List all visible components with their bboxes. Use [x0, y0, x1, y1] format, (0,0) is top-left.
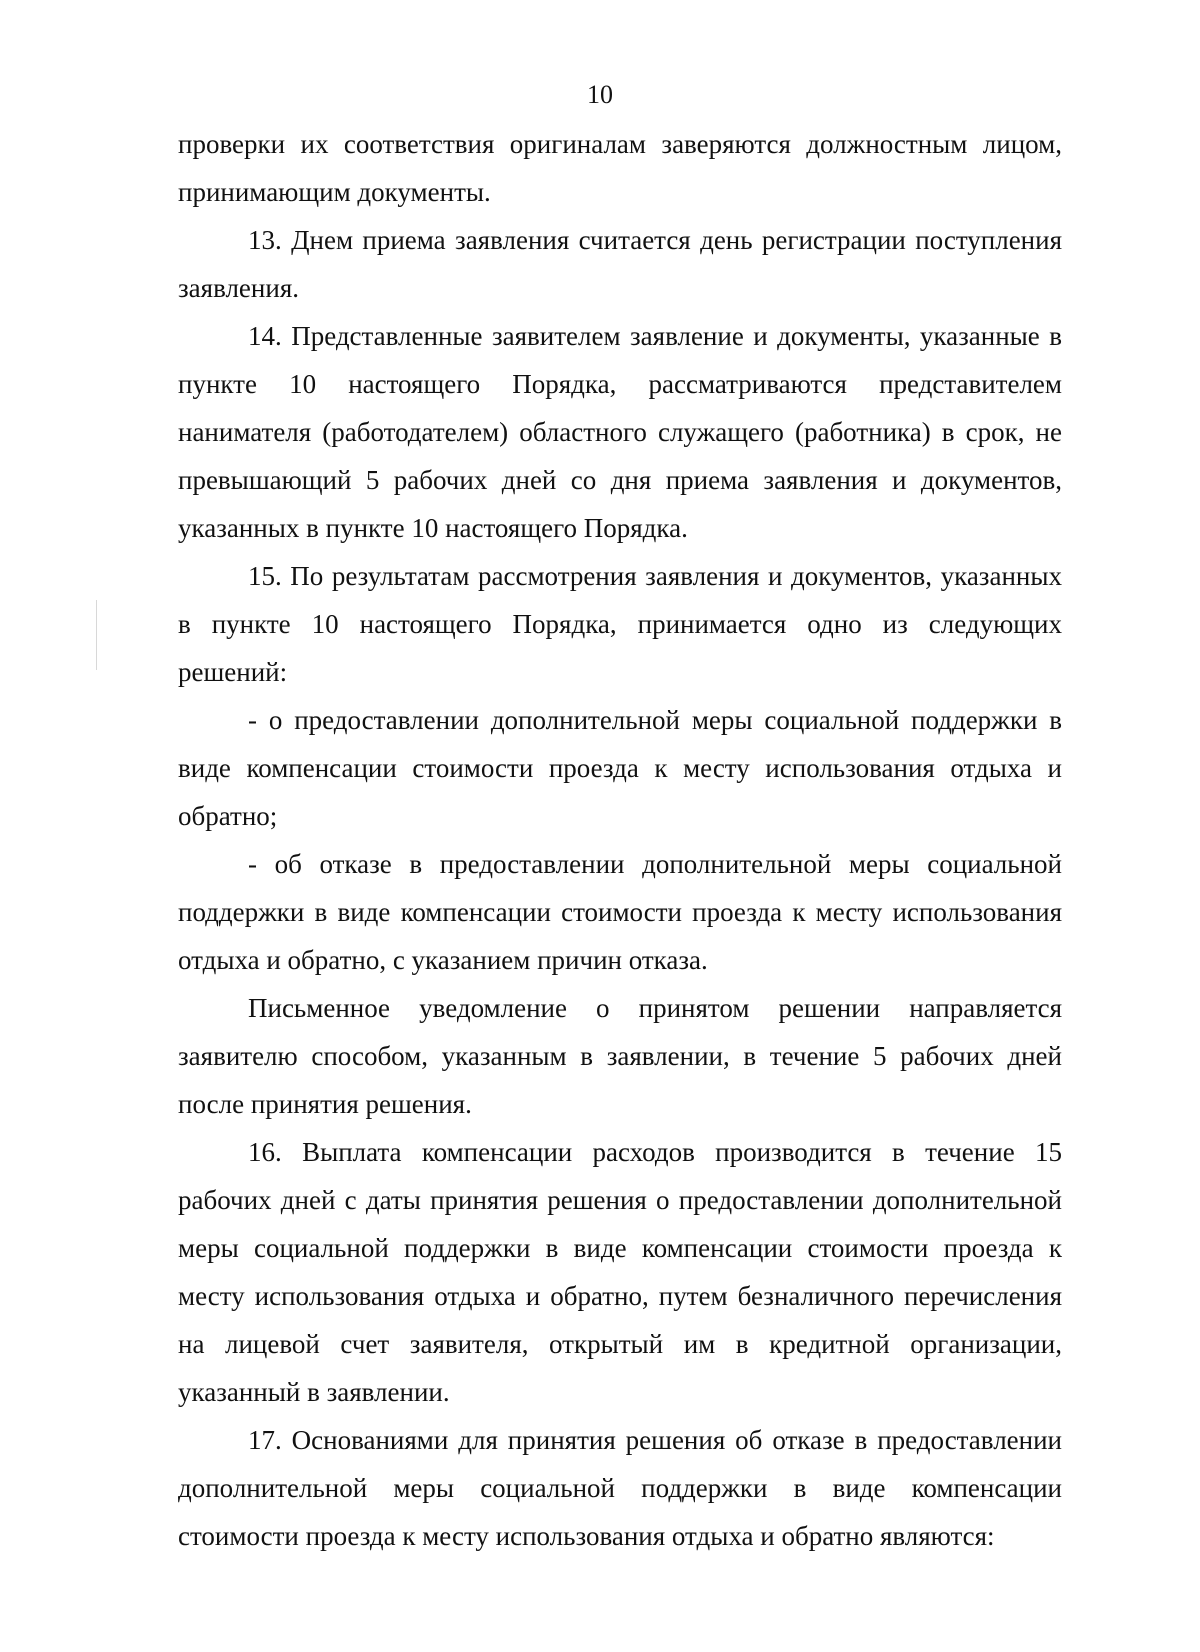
paragraph-continuation: проверки их соответствия оригиналам заверяются должностным лицом, принимающим документы.	[178, 129, 1062, 207]
paragraph-item-14: 14. Представленные заявителем заявление и документы, указанные в пункте 10 настоящего Порядка, рассматриваются представителем нанимателя (работодателем) областного служащего (работника) в срок, не превышающий 5 рабочих дней со дня приема заявления и документов, указанных в пункте 10 настоящего Порядка.	[178, 321, 1062, 543]
paragraph-item-15-option-grant: - о предоставлении дополнительной меры социальной поддержки в виде компенсации стоимости проезда к месту использования отдыха и обратно;	[178, 705, 1062, 831]
paragraph-item-15: 15. По результатам рассмотрения заявления и документов, указанных в пункте 10 настоящего Порядка, принимается одно из следующих решений:	[178, 561, 1062, 687]
scan-artifact	[96, 600, 97, 670]
paragraph-item-15-option-refuse: - об отказе в предоставлении дополнительной меры социальной поддержки в виде компенсации стоимости проезда к месту использования отдыха и обратно, с указанием причин отказа.	[178, 849, 1062, 975]
page-number: 10	[587, 80, 613, 109]
paragraph-item-16: 16. Выплата компенсации расходов производится в течение 15 рабочих дней с даты принятия решения о предоставлении дополнительной меры социальной поддержки в виде компенсации стоимости проезда к месту использования отдыха и обратно, путем безналичного перечисления на лицевой счет заявителя, открытый им в кредитной организации, указанный в заявлении.	[178, 1137, 1062, 1407]
paragraph-item-13: 13. Днем приема заявления считается день регистрации поступления заявления.	[178, 225, 1062, 303]
document-body	[178, 120, 1062, 1560]
paragraph-item-17: 17. Основаниями для принятия решения об отказе в предоставлении дополнительной меры социальной поддержки в виде компенсации стоимости проезда к месту использования отдыха и обратно являются:	[178, 1425, 1062, 1551]
paragraph-item-15-notification: Письменное уведомление о принятом решении направляется заявителю способом, указанным в заявлении, в течение 5 рабочих дней после принятия решения.	[178, 993, 1062, 1119]
